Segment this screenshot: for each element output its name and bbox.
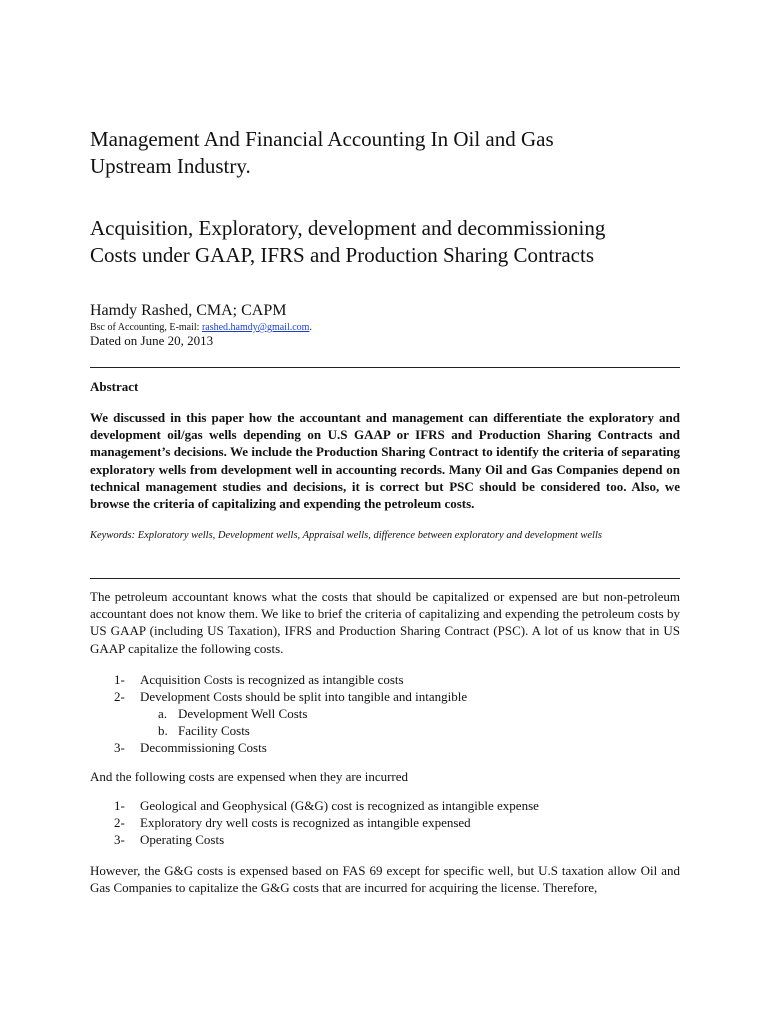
paper-title xyxy=(90,126,680,180)
capitalized-costs-list xyxy=(90,671,680,756)
sub-list-item xyxy=(90,722,680,739)
list-text: Acquisition Costs is recognized as intangible costs xyxy=(140,672,404,687)
affiliation-prefix: Bsc of Accounting, E-mail: xyxy=(90,322,202,333)
list-item xyxy=(90,671,680,688)
email-link[interactable]: rashed.hamdy@gmail.com xyxy=(201,322,310,333)
paper-subtitle xyxy=(90,215,680,269)
divider-top xyxy=(90,367,680,368)
list-number: 2- xyxy=(114,689,125,704)
list-text: Geological and Geophysical (G&G) cost is recognized as intangible expense xyxy=(140,798,539,813)
sub-list-item xyxy=(90,705,680,722)
keywords: Keywords: Exploratory wells, Development wells, Appraisal wells, difference between exploratory and development wells xyxy=(90,530,602,541)
expensed-costs-list xyxy=(90,797,680,848)
list-text: Decommissioning Costs xyxy=(140,740,267,755)
list-item xyxy=(90,797,680,814)
list-item xyxy=(90,814,680,831)
expensed-intro: And the following costs are expensed when they are incurred xyxy=(90,769,409,784)
date-line: Dated on June 20, 2013 xyxy=(90,333,214,348)
paper-title-line-1: Management And Financial Accounting In Oil and Gas xyxy=(90,127,554,151)
list-number: 3- xyxy=(114,740,125,755)
list-letter: a. xyxy=(158,706,168,721)
paper-title-line-2: Upstream Industry. xyxy=(90,154,251,178)
list-text: Exploratory dry well costs is recognized as intangible expensed xyxy=(140,815,471,830)
list-text: Facility Costs xyxy=(178,723,250,738)
intro-paragraph: The petroleum accountant knows what the costs that should be capitalized or expensed are but non-petroleum accountant does not know them. We like to brief the criteria of capitalizing and expending the petroleum costs by US GAAP (including US Taxation), IFRS and Production Sharing Contract (PSC). A lot of us know that in US GAAP capitalize the following costs. xyxy=(90,589,680,656)
list-text: Development Well Costs xyxy=(178,706,308,721)
list-item xyxy=(90,831,680,848)
affiliation-suffix: . xyxy=(309,322,312,333)
list-text: Development Costs should be split into tangible and intangible xyxy=(140,689,468,704)
abstract-text: We discussed in this paper how the accountant and management can differentiate the exploratory and development oil/gas wells depending on U.S GAAP or IFRS and Production Sharing Contracts and management’s decisions. We include the Production Sharing Contract to identify the criteria of separating exploratory wells from development well in accounting records. Many Oil and Gas Companies depend on technical management studies and decisions, it is correct but PSC should be considered too. Also, we browse the criteria of capitalizing and expending the petroleum costs. xyxy=(90,410,680,512)
list-letter: b. xyxy=(158,723,168,738)
paper-subtitle-line-1: Acquisition, Exploratory, development and decommissioning xyxy=(90,216,606,240)
list-number: 1- xyxy=(114,672,125,687)
abstract-heading: Abstract xyxy=(90,379,139,394)
list-number: 1- xyxy=(114,798,125,813)
list-text: Operating Costs xyxy=(140,832,225,847)
list-number: 2- xyxy=(114,815,125,830)
author-name: Hamdy Rashed, CMA; CAPM xyxy=(90,302,287,319)
list-number: 3- xyxy=(114,832,125,847)
list-item xyxy=(90,688,680,705)
gg-costs-paragraph: However, the G&G costs is expensed based on FAS 69 except for specific well, but U.S taxation allow Oil and Gas Companies to capitalize the G&G costs that are incurred for acquiring the license. Therefore, xyxy=(90,863,680,896)
paper-subtitle-line-2: Costs under GAAP, IFRS and Production Sharing Contracts xyxy=(90,243,594,267)
divider-bottom xyxy=(90,578,680,579)
list-item xyxy=(90,739,680,756)
